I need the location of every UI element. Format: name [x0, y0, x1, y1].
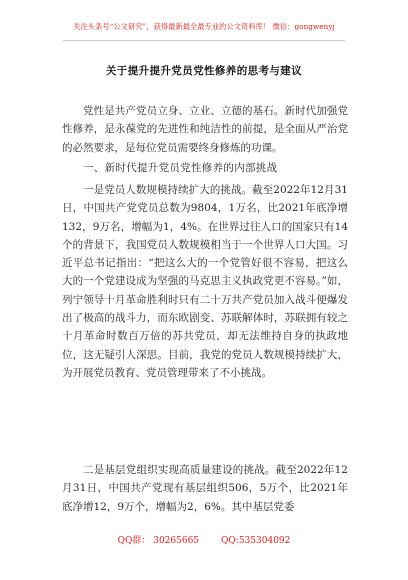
footer-qq: QQ:535304092	[221, 536, 291, 546]
document-title: 关于提升提升党员党性修养的思考与建议	[105, 65, 303, 77]
header-banner: 关注头条号“公文研究”，获得最新最全最专业的公文资料库！ 微信：gongwenyj	[73, 22, 335, 31]
body-paragraph-1: 一是党员人数规模持续扩大的挑战。截至2022年12月31日，中国共产党党员总数为9804，1万名，比2021年底净增132，9万名，增幅为1，4%。在世界过往人口的国家只有14个的背景下，我国党员人数规模相当于一个世界人口大国。习近平总书记指出：“把这么大的一个党管好很不容易，把这么大的一个党建设成为坚强的马克思主义执政党更不容易。”如，列宁领导十月革命胜利时只有二十万共产党员加入战斗便爆发出了极高的战斗力，而东欧剧变、苏联解体时，苏联拥有较之十月革命时数百万倍的苏共党员，却无法维持自身的执政地位，这无疑引人深思。目前，我党的党员人数规模持续扩大，为开展党员教育、党员管理带来了不小挑战。	[62, 184, 348, 379]
header-divider	[63, 40, 345, 41]
footer-contact	[0, 533, 408, 546]
intro-paragraph: 党性是共产党员立身、立业、立德的基石。新时代加强党性修养，是永葆党的先进性和纯洁性的前提，是全面从严治党的必然要求，是每位党员需要终身修炼的功课。	[62, 105, 348, 154]
section-heading: 一、新时代提升党员党性修养的内部挑战	[83, 162, 278, 174]
footer-qq-group: QQ群： 30265665	[117, 536, 200, 546]
body-paragraph-2: 二是基层党组织实现高质量建设的挑战。截至2022年12月31日，中国共产党现有基层组织506，5万个，比2021年底净增12，9万个，增幅为2，6%。其中基层党委	[62, 464, 348, 513]
